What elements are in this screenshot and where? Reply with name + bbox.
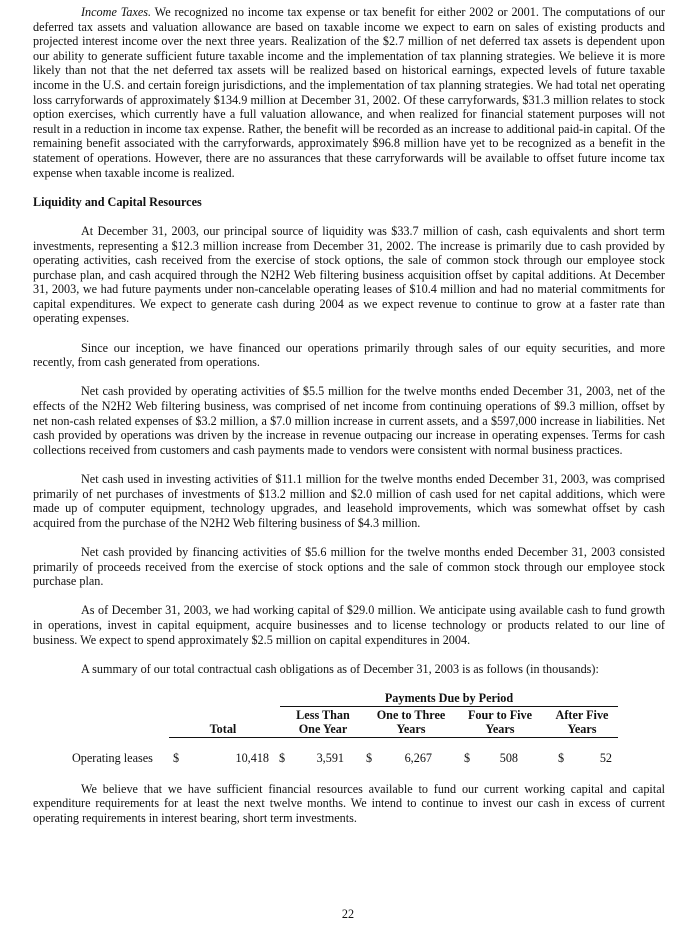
row-label: Operating leases bbox=[72, 750, 153, 765]
col-header-four-to-five-years: Four to Five Years bbox=[467, 707, 533, 737]
cell-after-five-years: 52 bbox=[599, 750, 612, 765]
cell-total: 10,418 bbox=[235, 750, 269, 765]
cell-less-than-one-year: 3,591 bbox=[316, 750, 344, 765]
liquidity-paragraph-2: Since our inception, we have financed our operations primarily through sales of our equity securities, and more recently, from cash generated from operations. bbox=[33, 340, 665, 370]
currency-symbol: $ bbox=[464, 750, 471, 765]
income-taxes-text: We recognized no income tax expense or tax benefit for either 2002 or 2001. The computations of our deferred tax assets and valuation allowance are based on taxable income we expect to earn on sales of existing products and projected interest income over the next three years. Realization of the $2.7 million of net deferred tax assets is dependent upon our ability to generate sufficient future taxable income and the implementation of tax planning strategies. We believe it is more likely than not that the net deferred tax assets will be realized based on historical earnings, expected levels of future taxable income in the U.S. and certain foreign jurisdictions, and the implementation of tax planning strategies. We had total net operating loss carryforwards of approximately $134.9 million at December 31, 2002. Of these carryforwards, $31.3 million relates to stock option exercises, which currently have a full valuation allowance, and when realized for financial statement purposes will not result in a reduction in income tax expense. Rather, the benefit will be recorded as an increase to additional paid-in capital. Of the remaining benefit associated with the carryforwards, approximately $96.8 million have yet to be recognized as a benefit in the statement of operations. However, there are no assurances that these carryforwards will be available to offset future income tax expense when taxable income is realized. bbox=[33, 5, 666, 180]
page-number: 22 bbox=[341, 907, 355, 921]
contractual-obligations-table bbox=[33, 691, 665, 767]
col-header-after-five-years: After Five Years bbox=[555, 707, 609, 737]
section-heading-liquidity: Liquidity and Capital Resources bbox=[33, 194, 202, 209]
group-header-rule bbox=[280, 706, 618, 707]
cell-one-to-three-years: 6,267 bbox=[404, 750, 432, 765]
working-capital-paragraph: As of December 31, 2003, we had working capital of $29.0 million. We anticipate using available cash to fund growth in operations, invest in capital equipment, acquire businesses and to license technology or products related to our line of business. We expect to spend approximately $2.5 million on capital expenditures in 2004. bbox=[33, 603, 665, 647]
liquidity-paragraph-1: At December 31, 2003, our principal source of liquidity was $33.7 million of cash, cash equivalents and short term investments, representing a $12.3 million increase from December 31, 2002. The increase is primarily due to cash provided by operating activities, cash received from the exercise of stock options, the sale of common stock through our employee stock purchase plan, and cash acquired through the N2H2 Web filtering business acquisition offset by capital additions. At December 31, 2003, we had future payments under non-cancelable operating leases of $10.4 million and had no material commitments for capital expenditures. We expect to generate cash during 2004 as we expect revenue to continue to grow at a faster rate than operating expenses. bbox=[33, 223, 665, 326]
currency-symbol: $ bbox=[279, 750, 286, 765]
obligations-intro-paragraph: A summary of our total contractual cash obligations as of December 31, 2003 is as follows (in thousands): bbox=[81, 661, 599, 676]
financing-activities-paragraph: Net cash provided by financing activities of $5.6 million for the twelve months ended December 31, 2003 consisted primarily of proceeds received from the exercise of stock options and the sale of common stock through our employee stock purchase plan. bbox=[33, 544, 665, 589]
group-header-payments-due: Payments Due by Period bbox=[384, 690, 514, 705]
col-header-less-than-one-year: Less Than One Year bbox=[296, 707, 350, 737]
income-taxes-paragraph bbox=[33, 5, 665, 180]
currency-symbol: $ bbox=[366, 750, 373, 765]
currency-symbol: $ bbox=[558, 750, 565, 765]
column-header-rule bbox=[169, 737, 618, 738]
closing-paragraph: We believe that we have sufficient financial resources available to fund our current working capital and capital expenditure requirements for at least the next twelve months. We intend to continue to invest our cash in excess of current operating requirements in interest bearing, short term investments. bbox=[33, 781, 665, 825]
col-header-one-to-three-years: One to Three Years bbox=[376, 707, 446, 737]
income-taxes-lead: Income Taxes. bbox=[81, 5, 152, 19]
operating-activities-paragraph: Net cash provided by operating activities of $5.5 million for the twelve months ended December 31, 2003, net of the effects of the N2H2 Web filtering business, was comprised of net income from continuing operations of $9.3 million, offset by net non-cash related expenses of $3.2 million, a $7.0 million increase in current assets, and a $597,000 increase in liabilities. Net cash provided by operations was driven by the increase in revenue outpacing our increase in operating expenses. Terms for cash collections received from customers and cash payments made to vendors were consistent with normal business practices. bbox=[33, 384, 665, 457]
col-header-total: Total bbox=[209, 722, 237, 737]
document-page bbox=[33, 5, 665, 840]
investing-activities-paragraph: Net cash used in investing activities of $11.1 million for the twelve months ended December 31, 2003, was comprised primarily of net purchases of investments of $13.2 million and $2.0 million of cash used for net capital additions, which were made up of computer equipment, technology upgrades, and leasehold improvements, which was somewhat offset by cash acquired from the purchase of the N2H2 Web filtering business of $4.3 million. bbox=[33, 472, 665, 530]
cell-four-to-five-years: 508 bbox=[499, 750, 518, 765]
currency-symbol: $ bbox=[173, 750, 180, 765]
